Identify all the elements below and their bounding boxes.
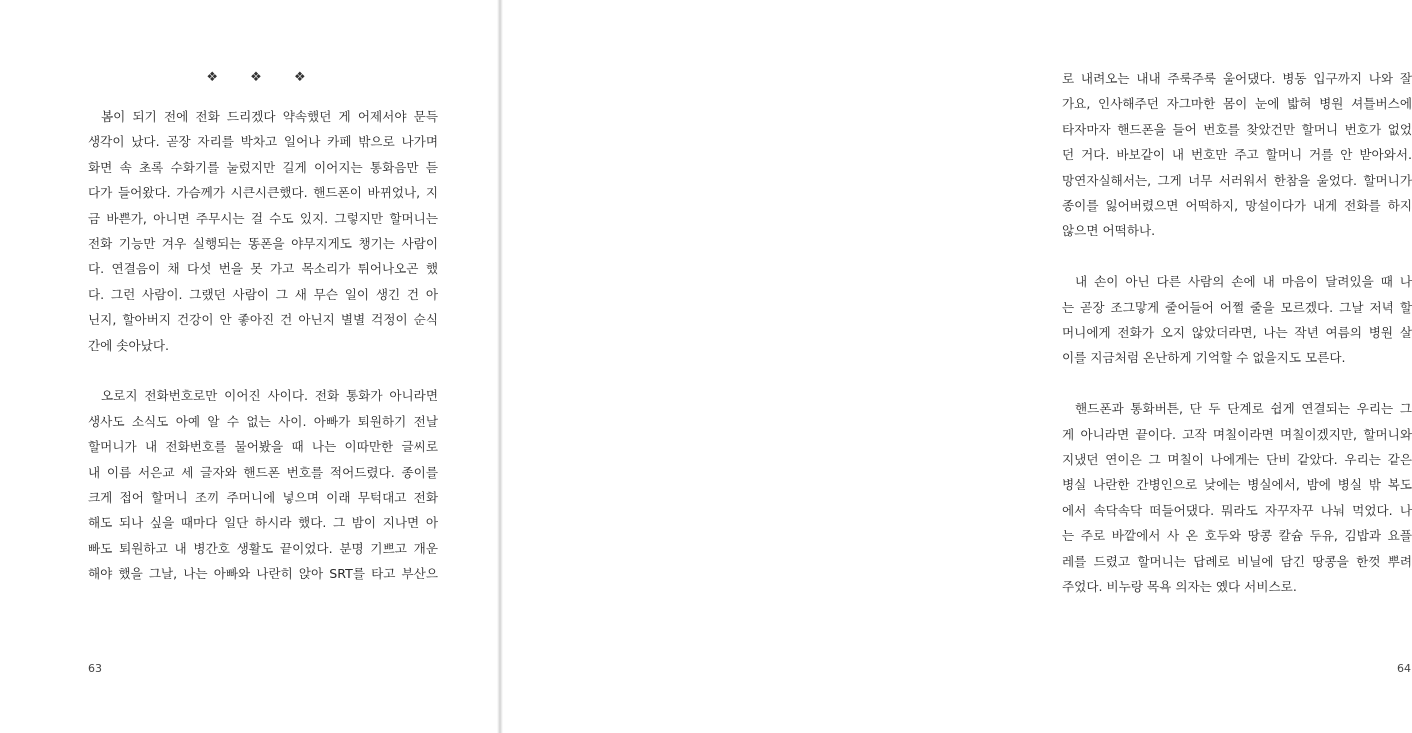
right-page (500, 0, 1412, 733)
text-line: 생사도 소식도 아예 알 수 없는 사이. 아빠가 퇴원하기 전날 (88, 413, 438, 429)
text-line: 닌지, 할아버지 건강이 안 좋아진 건 아닌지 별별 걱정이 순식 (88, 312, 438, 328)
text-line: 종이를 잃어버렸으면 어떡하지, 망설이다가 내게 전화를 하지 (1062, 198, 1412, 214)
left-page (0, 0, 500, 733)
paragraph (88, 104, 438, 358)
paragraph (1062, 269, 1412, 371)
text-line: 해야 했을 그날, 나는 아빠와 나란히 앉아 SRT를 타고 부산으 (88, 566, 438, 582)
text-line: 는 주로 바깥에서 사 온 호두와 땅콩 칼슘 두유, 김밥과 요플 (1062, 528, 1412, 544)
text-line: 가요, 인사해주던 자그마한 몸이 눈에 밟혀 병원 셔틀버스에 (1062, 96, 1412, 112)
text-line: 주었다. 비누랑 목욕 의자는 옜다 서비스로. (1062, 579, 1297, 595)
text-line: 크게 접어 할머니 조끼 주머니에 넣으며 이래 무턱대고 전화 (88, 490, 438, 506)
text-line: 간에 솟아났다. (88, 337, 169, 353)
text-line: 이를 지금처럼 온난하게 기억할 수 없을지도 모른다. (1062, 350, 1346, 366)
text-line: 내 손이 아닌 다른 사람의 손에 내 마음이 달려있을 때 나 (1075, 274, 1412, 290)
text-line: 빠도 퇴원하고 내 병간호 생활도 끝이었다. 분명 기쁘고 개운 (88, 540, 438, 556)
text-line: 타자마자 핸드폰을 들어 번호를 찾았건만 할머니 번호가 없었 (1062, 121, 1412, 137)
right-page-body (1062, 66, 1412, 625)
text-line: 오로지 전화번호로만 이어진 사이다. 전화 통화가 아니라면 (101, 388, 438, 404)
text-line: 로 내려오는 내내 주룩주룩 울어댔다. 병동 입구까지 나와 잘 (1062, 71, 1412, 86)
text-line: 병실 나란한 간병인으로 낮에는 병실에서, 밤에 병실 밖 복도 (1062, 477, 1412, 493)
paragraph (1062, 396, 1412, 599)
text-line: 지냈던 연이은 그 며칠이 나에게는 단비 같았다. 우리는 같은 (1062, 452, 1412, 468)
text-line: 다. 연결음이 채 다섯 번을 못 가고 목소리가 튀어나오곤 했 (88, 261, 438, 277)
page-number-left: 63 (88, 662, 102, 675)
text-line: 는 곧장 조그맣게 줄어들어 어쩔 줄을 모르겠다. 그날 저녁 할 (1062, 299, 1412, 315)
text-line: 게 아니라면 끝이다. 고작 며칠이라면 며칠이겠지만, 할머니와 (1062, 426, 1412, 442)
text-line: 생각이 났다. 곧장 자리를 박차고 일어나 카페 밖으로 나가며 (88, 134, 438, 150)
text-line: 해도 되나 싶을 때마다 일단 하시라 했다. 그 밤이 지나면 아 (88, 515, 438, 531)
paragraph (88, 383, 438, 586)
text-line: 할머니가 내 전화번호를 물어봤을 때 나는 이따만한 글씨로 (88, 439, 438, 455)
text-line: 던 거다. 바보같이 내 번호만 주고 할머니 거를 안 받아와서. (1062, 147, 1412, 163)
text-line: 레를 드렸고 할머니는 답례로 비닐에 담긴 땅콩을 한껏 뿌려 (1062, 553, 1412, 569)
section-ornament: ❖ ❖ ❖ (206, 70, 320, 85)
left-page-body (88, 104, 438, 612)
text-line: 다. 그런 사람이. 그랬던 사람이 그 새 무슨 일이 생긴 건 아 (88, 286, 438, 302)
text-line: 화면 속 초록 수화기를 눌렀지만 길게 이어지는 통화음만 듣 (88, 159, 438, 175)
text-line: 망연자실해서는, 그게 너무 서러워서 한참을 울었다. 할머니가 (1062, 172, 1412, 188)
text-line: 않으면 어떡하나. (1062, 223, 1156, 239)
text-line: 머니에게 전화가 오지 않았더라면, 나는 작년 여름의 병원 살 (1062, 325, 1412, 341)
text-line: 다가 들어왔다. 가슴께가 시큰시큰했다. 핸드폰이 바뀌었나, 지 (88, 185, 438, 201)
text-line: 내 이름 서은교 세 글자와 핸드폰 번호를 적어드렸다. 종이를 (88, 464, 438, 480)
text-line: 금 바쁜가, 아니면 주무시는 걸 수도 있지. 그렇지만 할머니는 (88, 210, 438, 226)
text-line: 핸드폰과 통화버튼, 단 두 단계로 쉽게 연결되는 우리는 그 (1075, 401, 1412, 417)
text-line: 에서 속닥속닥 떠들어댔다. 뭐라도 자꾸자꾸 나눠 먹었다. 나 (1062, 502, 1412, 518)
text-line: 전화 기능만 겨우 실행되는 똥폰을 야무지게도 챙기는 사람이 (88, 236, 438, 252)
text-line: 봄이 되기 전에 전화 드리겠다 약속했던 게 어제서야 문득 (101, 109, 438, 124)
page-number-right: 64 (1397, 662, 1411, 675)
paragraph (1062, 66, 1412, 244)
